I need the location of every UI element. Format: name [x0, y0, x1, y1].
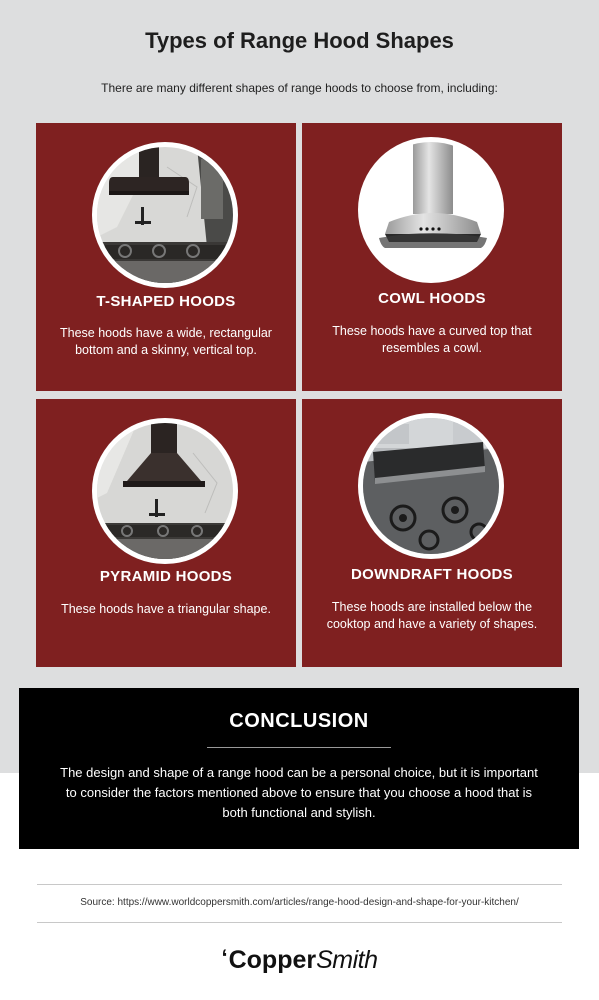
- conclusion-heading: CONCLUSION: [229, 710, 369, 732]
- cowl-hood-photo-icon: [358, 137, 504, 283]
- pyramid-hood-photo-icon: [92, 418, 238, 564]
- page-intro: There are many different shapes of range hoods to choose from, including:: [101, 81, 498, 95]
- conclusion-text: The design and shape of a range hood can be a personal choice, but it is important to consider the factors mentioned above to ensure that you choose a hood that is both functional and stylish.: [60, 765, 538, 820]
- source-divider-bottom: [37, 922, 562, 923]
- card-t-shaped-hoods: [36, 123, 296, 391]
- page-title: Types of Range Hood Shapes: [145, 28, 454, 53]
- logo-copper: Copper: [228, 946, 317, 974]
- card-cowl-hoods: [302, 123, 562, 391]
- conclusion-divider: [207, 747, 391, 748]
- card-pyramid-hoods: [36, 399, 296, 667]
- card-description: These hoods are installed below the cooktop and have a variety of shapes.: [326, 600, 538, 631]
- card-description: These hoods have a triangular shape.: [61, 602, 271, 616]
- card-heading: COWL HOODS: [378, 290, 486, 307]
- coppersmith-logo: [0, 945, 599, 975]
- source-citation: Source: https://www.worldcoppersmith.com/articles/range-hood-design-and-shape-for-your-kitchen/: [80, 897, 519, 908]
- card-heading: DOWNDRAFT HOODS: [351, 566, 513, 583]
- downdraft-hood-photo-icon: [358, 413, 504, 559]
- conclusion-panel: [19, 688, 579, 849]
- t-shaped-hood-photo-icon: [92, 142, 238, 288]
- card-description: These hoods have a wide, rectangular bottom and a skinny, vertical top.: [60, 326, 272, 357]
- logo-smith: Smith: [316, 946, 378, 974]
- card-heading: T-SHAPED HOODS: [96, 293, 236, 310]
- card-downdraft-hoods: [302, 399, 562, 667]
- logo-mark-icon: ‘: [221, 945, 228, 970]
- card-heading: PYRAMID HOODS: [99, 568, 233, 585]
- card-description: These hoods have a curved top that resembles a cowl.: [332, 324, 532, 355]
- source-divider-top: [37, 884, 562, 885]
